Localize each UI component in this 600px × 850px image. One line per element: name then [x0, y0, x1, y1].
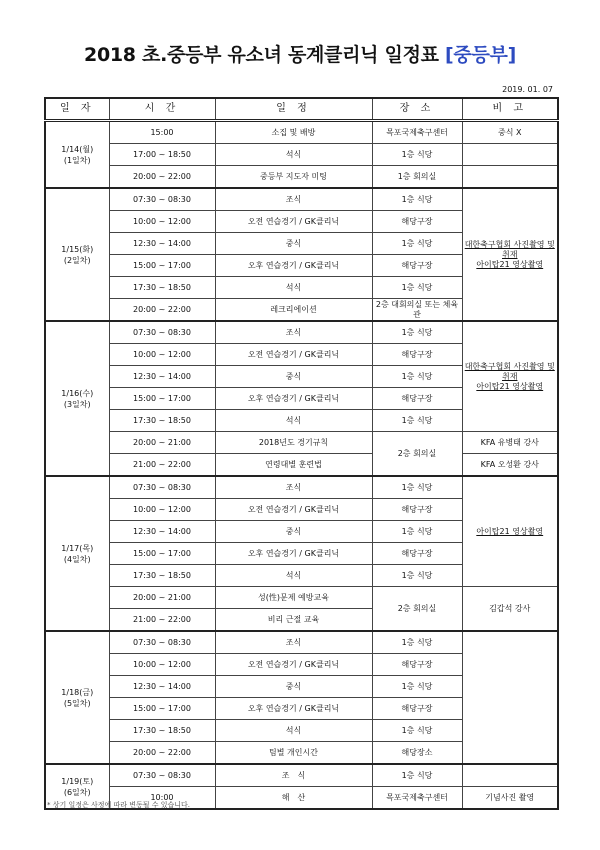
time-cell: 21:00 ~ 22:00	[109, 609, 215, 632]
note-cell: KFA 오성환 강사	[462, 454, 558, 477]
time-cell: 07:30 ~ 08:30	[109, 188, 215, 211]
header-date: 일 자	[45, 98, 109, 121]
place-cell: 해당구장	[372, 388, 462, 410]
schedule-table	[44, 97, 559, 810]
header-event: 일 정	[215, 98, 372, 121]
event-cell: 성(性)문제 예방교육	[215, 587, 372, 609]
page-title	[0, 40, 600, 67]
event-cell: 중등부 지도자 미팅	[215, 166, 372, 189]
note-cell	[462, 631, 558, 764]
header-place: 장 소	[372, 98, 462, 121]
time-cell: 15:00	[109, 121, 215, 144]
document-date: 2019. 01. 07	[502, 85, 553, 94]
time-cell: 17:30 ~ 18:50	[109, 277, 215, 299]
time-cell: 20:00 ~ 22:00	[109, 299, 215, 322]
time-cell: 10:00 ~ 12:00	[109, 211, 215, 233]
time-cell: 10:00 ~ 12:00	[109, 654, 215, 676]
event-cell: 조 식	[215, 764, 372, 787]
note-cell: KFA 유병태 강사	[462, 432, 558, 454]
event-cell: 석식	[215, 720, 372, 742]
place-cell: 1층 식당	[372, 366, 462, 388]
event-cell: 오후 연습경기 / GK클리닉	[215, 388, 372, 410]
place-cell: 1층 식당	[372, 764, 462, 787]
event-cell: 소집 및 배방	[215, 121, 372, 144]
time-cell: 10:00 ~ 12:00	[109, 499, 215, 521]
place-cell: 해당구장	[372, 255, 462, 277]
place-cell: 1층 식당	[372, 720, 462, 742]
time-cell: 15:00 ~ 17:00	[109, 543, 215, 565]
title-main: 2018 초.중등부 유소녀 동계클리닉 일정표	[84, 44, 439, 66]
day-cell: 1/15(화) (2일차)	[45, 188, 109, 321]
note-cell: 대한축구협회 사진촬영 및 취재 아이탑21 영상촬영	[462, 188, 558, 321]
header-time: 시 간	[109, 98, 215, 121]
place-cell: 1층 식당	[372, 565, 462, 587]
time-cell: 15:00 ~ 17:00	[109, 255, 215, 277]
day-cell: 1/14(월) (1일차)	[45, 121, 109, 189]
time-cell: 15:00 ~ 17:00	[109, 388, 215, 410]
event-cell: 오후 연습경기 / GK클리닉	[215, 543, 372, 565]
place-cell: 해당장소	[372, 742, 462, 765]
place-cell: 1층 식당	[372, 321, 462, 344]
event-cell: 석식	[215, 565, 372, 587]
place-cell: 2층 대회의실 또는 체육관	[372, 299, 462, 322]
place-cell: 목포국제축구센터	[372, 787, 462, 810]
time-cell: 20:00 ~ 21:00	[109, 432, 215, 454]
event-cell: 팀별 개인시간	[215, 742, 372, 765]
table-row	[45, 166, 558, 189]
table-row	[45, 121, 558, 144]
day-cell: 1/18(금) (5일차)	[45, 631, 109, 764]
time-cell: 07:30 ~ 08:30	[109, 631, 215, 654]
place-cell: 1층 식당	[372, 476, 462, 499]
place-cell: 1층 식당	[372, 631, 462, 654]
event-cell: 중식	[215, 233, 372, 255]
day-cell: 1/17(목) (4일차)	[45, 476, 109, 631]
table-row	[45, 454, 558, 477]
event-cell: 레크리에이션	[215, 299, 372, 322]
title-highlight: [중등부]	[445, 44, 516, 66]
event-cell: 조식	[215, 631, 372, 654]
footnote: * 상기 일정은 사정에 따라 변동될 수 있습니다.	[47, 801, 191, 809]
event-cell: 중식	[215, 676, 372, 698]
note-cell: 아이탑21 영상촬영	[462, 476, 558, 587]
note-cell	[462, 166, 558, 189]
event-cell: 비리 근절 교육	[215, 609, 372, 632]
table-row	[45, 587, 558, 609]
event-cell: 오전 연습경기 / GK클리닉	[215, 654, 372, 676]
event-cell: 중식	[215, 366, 372, 388]
time-cell: 07:30 ~ 08:30	[109, 321, 215, 344]
event-cell: 조식	[215, 188, 372, 211]
event-cell: 조식	[215, 321, 372, 344]
note-cell: 기념사진 촬영	[462, 787, 558, 810]
place-cell: 해당구장	[372, 698, 462, 720]
table-row	[45, 188, 558, 211]
table-row	[45, 476, 558, 499]
time-cell: 07:30 ~ 08:30	[109, 764, 215, 787]
time-cell: 20:00 ~ 21:00	[109, 587, 215, 609]
place-cell: 2층 회의실	[372, 432, 462, 477]
event-cell: 오후 연습경기 / GK클리닉	[215, 698, 372, 720]
place-cell: 1층 식당	[372, 144, 462, 166]
event-cell: 2018년도 경기규칙	[215, 432, 372, 454]
place-cell: 해당구장	[372, 654, 462, 676]
note-cell	[462, 764, 558, 787]
header-row	[45, 98, 558, 121]
time-cell: 12:30 ~ 14:00	[109, 521, 215, 543]
header-note: 비 고	[462, 98, 558, 121]
time-cell: 20:00 ~ 22:00	[109, 742, 215, 765]
time-cell: 20:00 ~ 22:00	[109, 166, 215, 189]
time-cell: 15:00 ~ 17:00	[109, 698, 215, 720]
place-cell: 1층 회의실	[372, 166, 462, 189]
time-cell: 17:30 ~ 18:50	[109, 720, 215, 742]
event-cell: 연령대별 훈련법	[215, 454, 372, 477]
event-cell: 해 산	[215, 787, 372, 810]
place-cell: 해당구장	[372, 499, 462, 521]
event-cell: 석식	[215, 144, 372, 166]
event-cell: 오전 연습경기 / GK클리닉	[215, 211, 372, 233]
time-cell: 10:00	[109, 787, 215, 810]
time-cell: 17:30 ~ 18:50	[109, 565, 215, 587]
table-row	[45, 764, 558, 787]
place-cell: 1층 식당	[372, 277, 462, 299]
place-cell: 1층 식당	[372, 410, 462, 432]
table-row	[45, 631, 558, 654]
place-cell: 1층 식당	[372, 233, 462, 255]
place-cell: 해당구장	[372, 543, 462, 565]
note-cell: 중식 X	[462, 121, 558, 144]
event-cell: 오전 연습경기 / GK클리닉	[215, 499, 372, 521]
event-cell: 석식	[215, 410, 372, 432]
day-cell: 1/16(수) (3일차)	[45, 321, 109, 476]
note-cell: 김갑석 강사	[462, 587, 558, 632]
table-row	[45, 432, 558, 454]
table-row	[45, 321, 558, 344]
time-cell: 17:00 ~ 18:50	[109, 144, 215, 166]
note-cell: 대한축구협회 사진촬영 및 취재 아이탑21 영상촬영	[462, 321, 558, 432]
place-cell: 2층 회의실	[372, 587, 462, 632]
place-cell: 1층 식당	[372, 676, 462, 698]
place-cell: 1층 식당	[372, 521, 462, 543]
event-cell: 오후 연습경기 / GK클리닉	[215, 255, 372, 277]
place-cell: 1층 식당	[372, 188, 462, 211]
time-cell: 07:30 ~ 08:30	[109, 476, 215, 499]
time-cell: 21:00 ~ 22:00	[109, 454, 215, 477]
time-cell: 12:30 ~ 14:00	[109, 676, 215, 698]
place-cell: 해당구장	[372, 211, 462, 233]
event-cell: 오전 연습경기 / GK클리닉	[215, 344, 372, 366]
time-cell: 12:30 ~ 14:00	[109, 233, 215, 255]
place-cell: 해당구장	[372, 344, 462, 366]
time-cell: 17:30 ~ 18:50	[109, 410, 215, 432]
event-cell: 조식	[215, 476, 372, 499]
table-row	[45, 144, 558, 166]
day-cell: 1/19(토) (6일차)	[45, 764, 109, 809]
event-cell: 석식	[215, 277, 372, 299]
time-cell: 10:00 ~ 12:00	[109, 344, 215, 366]
time-cell: 12:30 ~ 14:00	[109, 366, 215, 388]
event-cell: 중식	[215, 521, 372, 543]
note-cell	[462, 144, 558, 166]
place-cell: 목포국제축구센터	[372, 121, 462, 144]
